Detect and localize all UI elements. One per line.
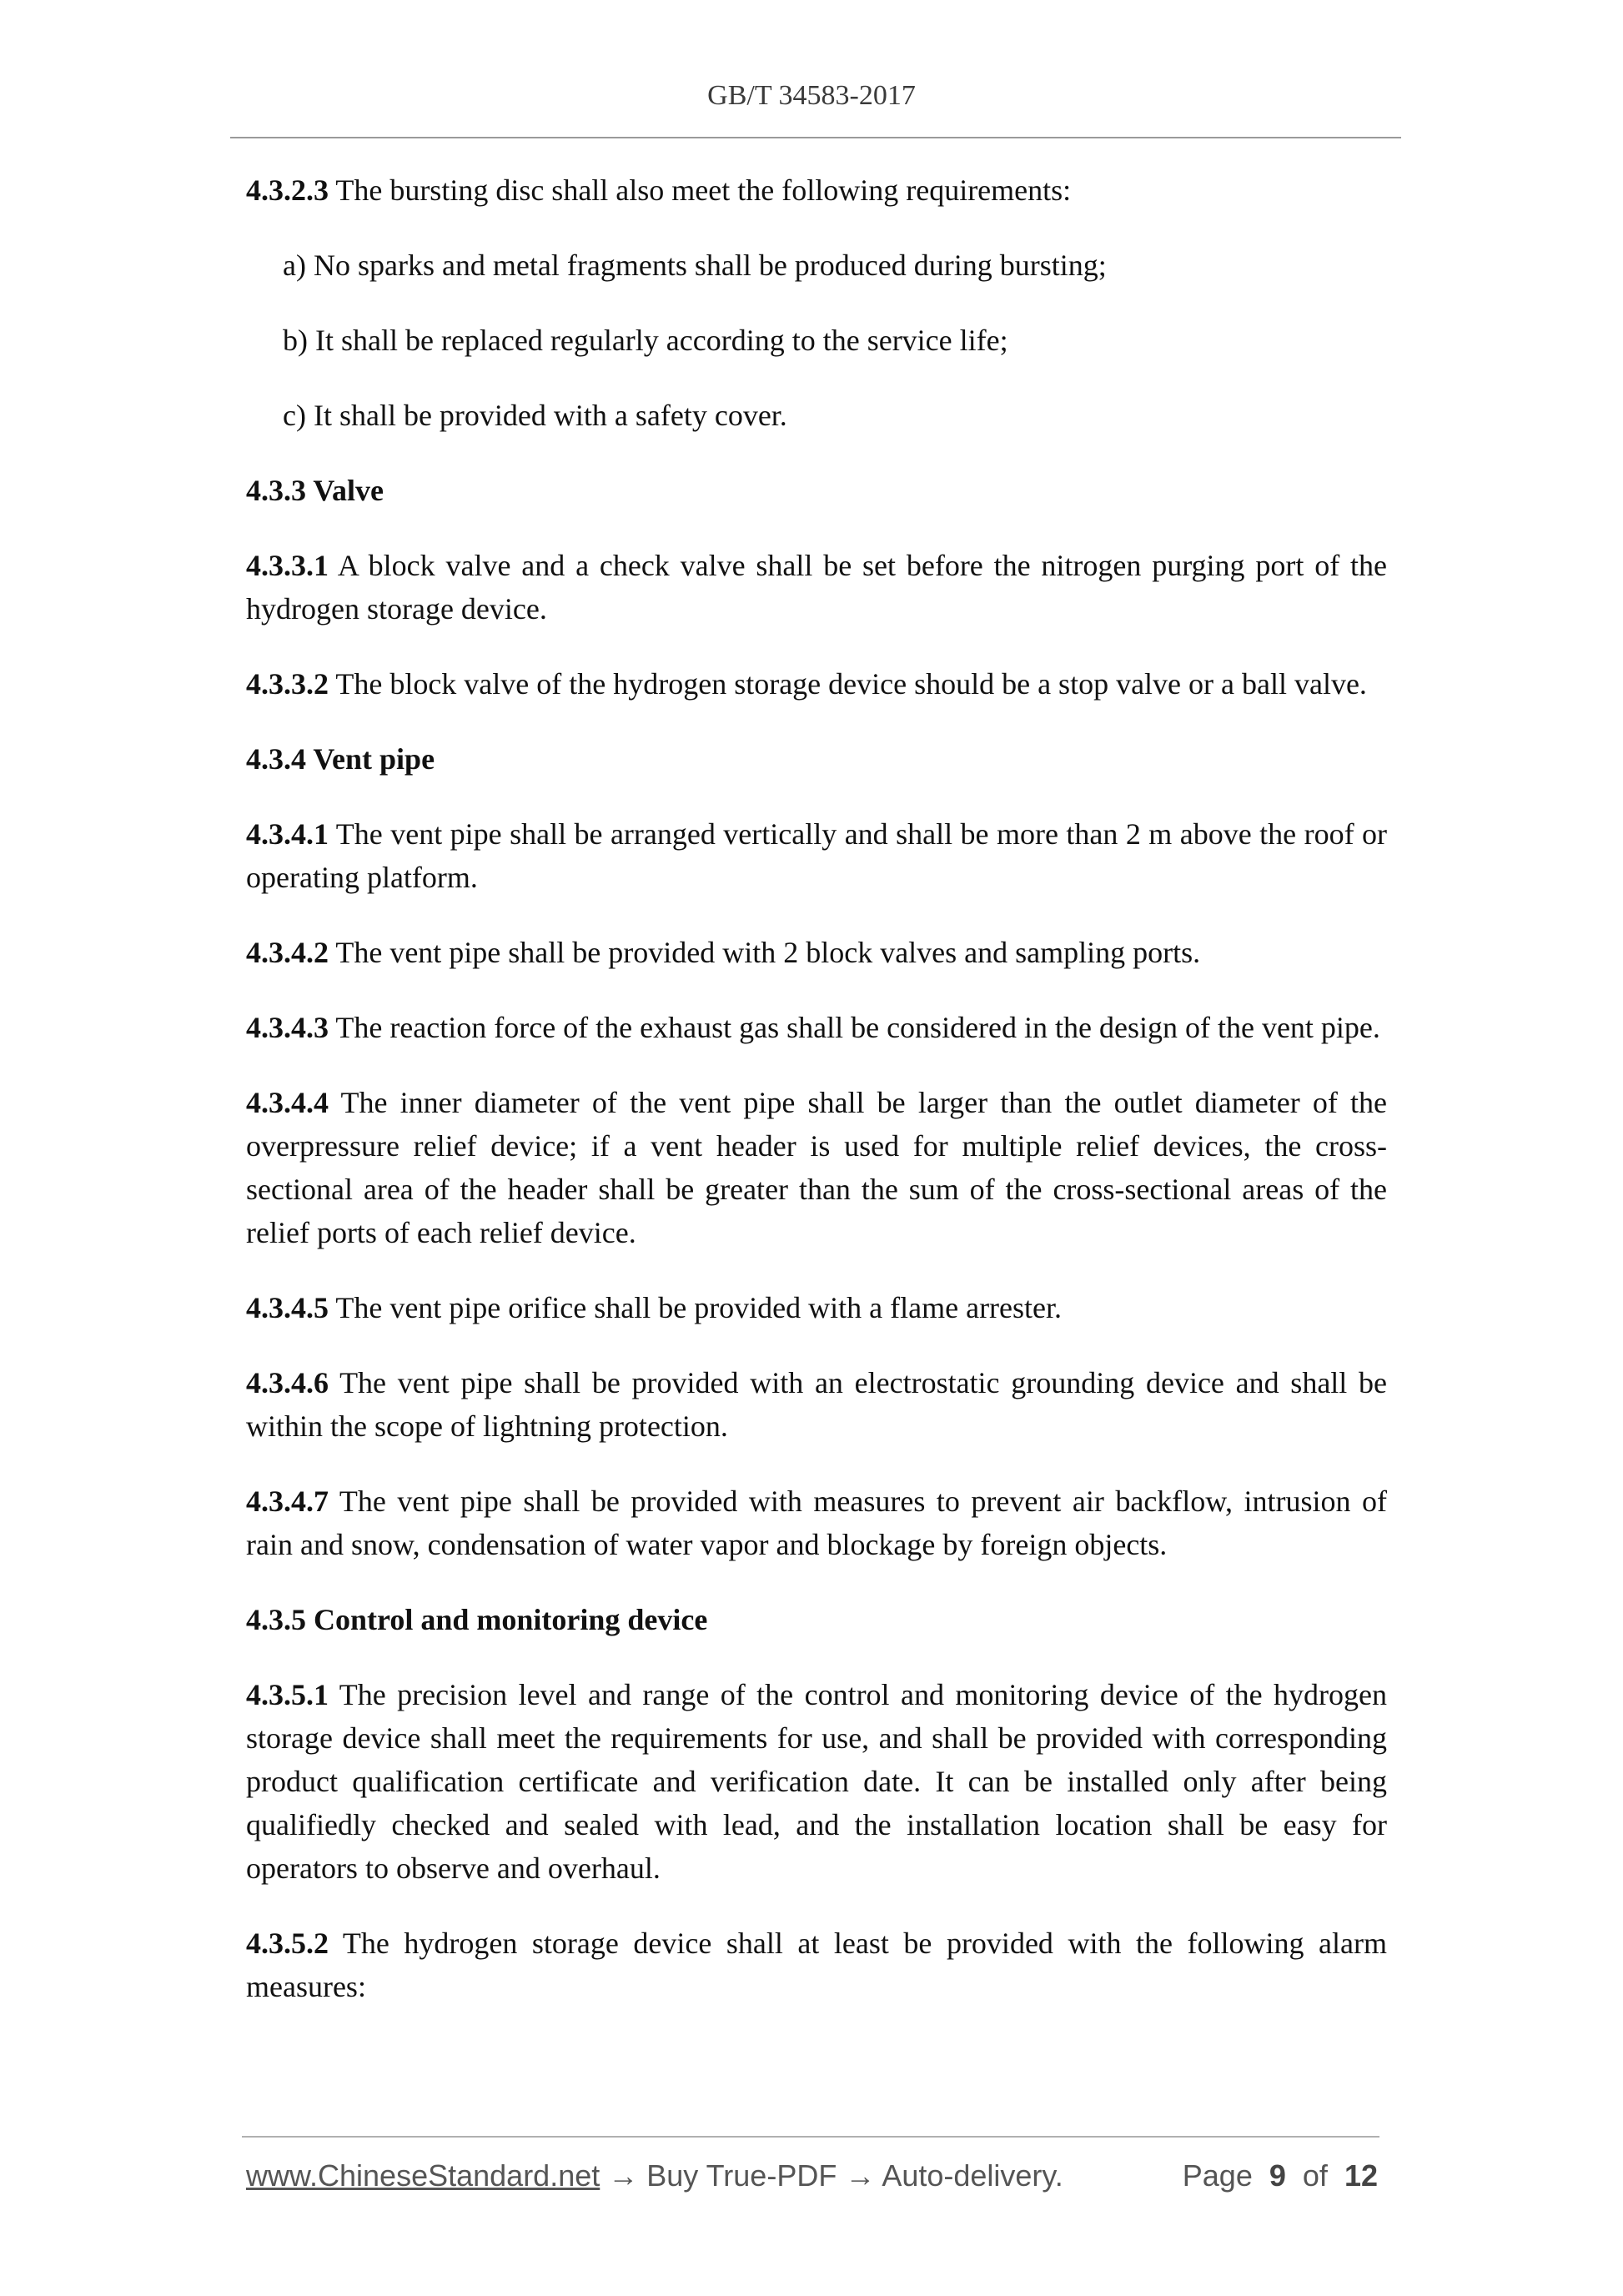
clause-4-3-3-2 bbox=[246, 662, 1387, 706]
clause-4-3-5-1 bbox=[246, 1673, 1387, 1890]
page-indicator bbox=[1183, 2158, 1378, 2193]
standard-code-header: GB/T 34583-2017 bbox=[707, 80, 916, 111]
total-pages-number: 12 bbox=[1344, 2158, 1378, 2193]
clause-4-3-4-5 bbox=[246, 1286, 1387, 1329]
clause-4-3-4-7 bbox=[246, 1480, 1387, 1566]
clause-4-3-2-3 bbox=[246, 168, 1387, 212]
clause-number: 4.3.5.1 bbox=[246, 1678, 329, 1711]
clause-number: 4.3.2.3 bbox=[246, 173, 329, 207]
clause-text: The vent pipe shall be provided with measures to prevent air backflow, intrusion of rain and snow, condensation of water vapor and blockage by foreign objects. bbox=[246, 1485, 1387, 1561]
clause-4-3-5-2 bbox=[246, 1922, 1387, 2008]
page-body bbox=[246, 168, 1387, 2040]
list-item-a: a) No sparks and metal fragments shall be produced during bursting; bbox=[283, 249, 1107, 282]
clause-4-3-4-6 bbox=[246, 1361, 1387, 1448]
section-heading-4-3-3: 4.3.3 Valve bbox=[246, 474, 384, 507]
clause-text: The bursting disc shall also meet the following requirements: bbox=[329, 173, 1072, 207]
clause-4-3-4-1 bbox=[246, 812, 1387, 899]
footer-divider bbox=[242, 2136, 1379, 2138]
of-label: of bbox=[1302, 2158, 1328, 2193]
list-item-c: c) It shall be provided with a safety cover. bbox=[283, 399, 787, 432]
clause-text: The block valve of the hydrogen storage device should be a stop valve or a ball valve. bbox=[329, 667, 1367, 701]
clause-4-3-4-3 bbox=[246, 1006, 1387, 1049]
clause-number: 4.3.3.2 bbox=[246, 667, 329, 701]
clause-text: The hydrogen storage device shall at least be provided with the following alarm measures: bbox=[246, 1927, 1387, 2003]
clause-text: The vent pipe shall be arranged vertically and shall be more than 2 m above the roof or operating platform. bbox=[246, 817, 1387, 894]
header-divider bbox=[230, 137, 1401, 138]
footer-promo bbox=[246, 2158, 1063, 2193]
clause-text: The inner diameter of the vent pipe shall be larger than the outlet diameter of the overpressure relief device; if a vent header is used for multiple relief devices, the cross-sectional area of the header shall be greater than the sum of the cross-sectional areas of the relief ports of each relief device. bbox=[246, 1086, 1387, 1249]
clause-text: The vent pipe orifice shall be provided with a flame arrester. bbox=[329, 1291, 1063, 1324]
page-label: Page bbox=[1182, 2158, 1253, 2193]
promo-text: → Buy True-PDF → Auto-delivery. bbox=[600, 2158, 1063, 2193]
website-link[interactable]: www.ChineseStandard.net bbox=[246, 2158, 600, 2193]
clause-number: 4.3.4.6 bbox=[246, 1366, 329, 1399]
clause-text: The vent pipe shall be provided with an electrostatic grounding device and shall be within the scope of lightning protection. bbox=[246, 1366, 1387, 1443]
clause-text: A block valve and a check valve shall be set before the nitrogen purging port of the hydrogen storage device. bbox=[246, 549, 1387, 625]
clause-4-3-3-1 bbox=[246, 544, 1387, 631]
clause-number: 4.3.4.2 bbox=[246, 936, 329, 969]
clause-4-3-4-2 bbox=[246, 931, 1387, 974]
list-item-b: b) It shall be replaced regularly according to the service life; bbox=[283, 324, 1008, 357]
section-heading-4-3-4: 4.3.4 Vent pipe bbox=[246, 742, 435, 776]
clause-text: The precision level and range of the control and monitoring device of the hydrogen storage device shall meet the requirements for use, and shall be provided with corresponding product qualification certificate and verification date. It can be installed only after being qualifiedly checked and sealed with lead, and the installation location shall be easy for operators to observe and overhaul. bbox=[246, 1678, 1387, 1885]
clause-number: 4.3.5.2 bbox=[246, 1927, 329, 1960]
clause-4-3-4-4 bbox=[246, 1081, 1387, 1254]
clause-number: 4.3.4.4 bbox=[246, 1086, 329, 1119]
clause-number: 4.3.4.3 bbox=[246, 1011, 329, 1044]
section-heading-4-3-5: 4.3.5 Control and monitoring device bbox=[246, 1603, 708, 1636]
page-footer bbox=[246, 2158, 1378, 2198]
clause-number: 4.3.4.1 bbox=[246, 817, 329, 851]
clause-number: 4.3.4.5 bbox=[246, 1291, 329, 1324]
current-page-number: 9 bbox=[1269, 2158, 1286, 2193]
clause-number: 4.3.4.7 bbox=[246, 1485, 329, 1518]
clause-text: The reaction force of the exhaust gas shall be considered in the design of the vent pipe. bbox=[329, 1011, 1380, 1044]
clause-number: 4.3.3.1 bbox=[246, 549, 329, 582]
clause-text: The vent pipe shall be provided with 2 block valves and sampling ports. bbox=[329, 936, 1201, 969]
